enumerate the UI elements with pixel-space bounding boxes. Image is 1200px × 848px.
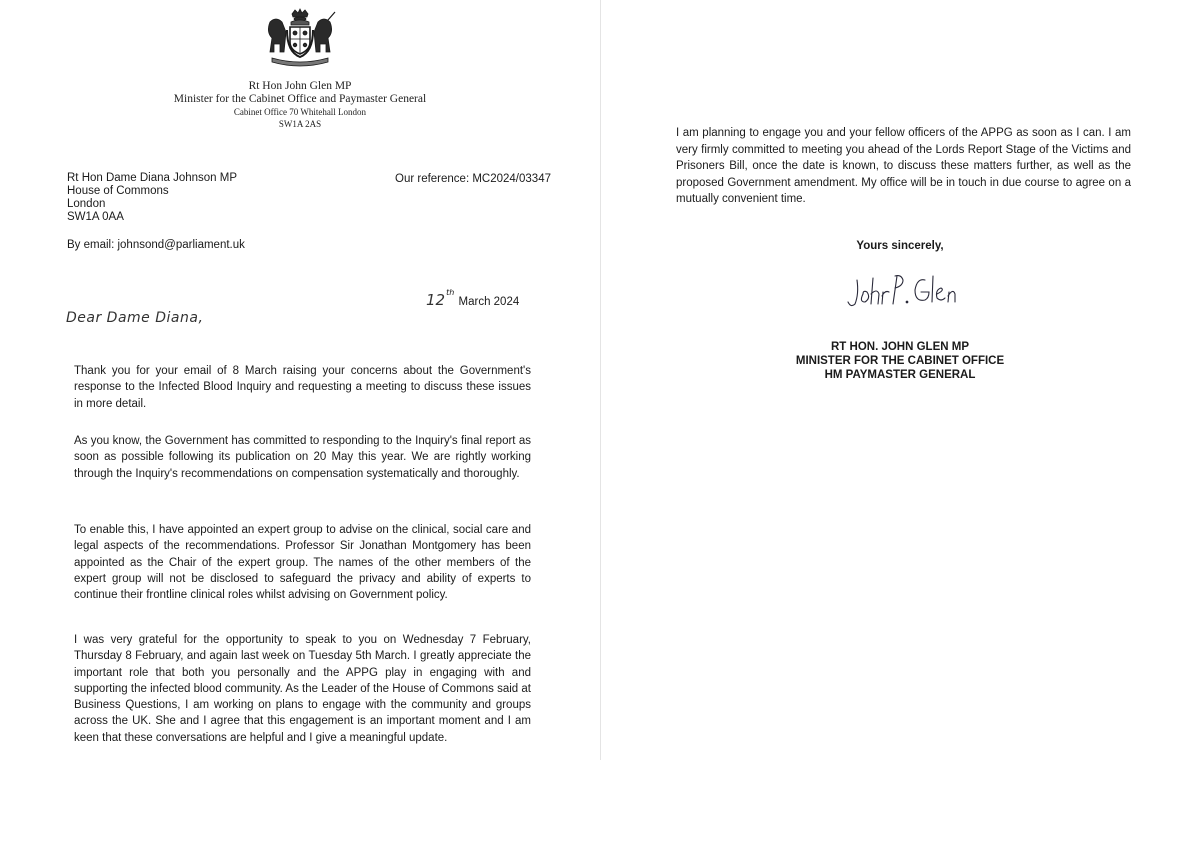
recipient-postcode: SW1A 0AA [67, 211, 124, 223]
closing: Yours sincerely, [856, 240, 944, 252]
body-paragraph-5: I am planning to engage you and your fellow officers of the APPG as soon as I can. I am very firmly committed to meeting you ahead of the Lords Report Stage of the Victims and Prisoners Bill, once the date is known, to discuss these matters further, as well as the proposed Government amendment. My office will be in touch in due course to agree on a mutually convenient time. [676, 127, 1131, 205]
signatory-name: RT HON. JOHN GLEN MP [830, 341, 969, 353]
recipient-org: House of Commons [67, 185, 169, 197]
reference-number: Our reference: MC2024/03347 [395, 173, 551, 185]
recipient-name: Rt Hon Dame Diana Johnson MP [67, 172, 238, 184]
body-paragraph-2: As you know, the Government has committed to responding to the Inquiry's final report as soon as possible following its publication on 20 May this year. We are rightly working through the Inquiry's recommendations on compensation systematically and thoroughly. [74, 435, 531, 480]
body-paragraph-3: To enable this, I have appointed an expert group to advise on the clinical, social care and legal aspects of the recommendations. Professor Sir Jonathan Montgomery has been appointed as the Chair of the expert group. The names of the other members of the expert group will not be disclosed to safeguard the privacy and ability of experts to continue their frontline clinical roles whilst advising on Government policy. [74, 524, 531, 602]
office-address: Cabinet Office 70 Whitehall London [233, 107, 367, 117]
letter-date [426, 288, 520, 309]
date-month-year: March 2024 [458, 296, 520, 308]
salutation: Dear Dame Diana, [66, 310, 204, 326]
royal-coat-of-arms-icon [262, 8, 338, 68]
signatory-title-2: HM PAYMASTER GENERAL [824, 369, 976, 381]
signature [845, 272, 960, 312]
body-paragraph-1: Thank you for your email of 8 March raising your concerns about the Government's response to the Infected Blood Inquiry and requesting a meeting to discuss these issues in more detail. [74, 365, 531, 410]
office-postcode: SW1A 2AS [278, 119, 322, 129]
minister-name: Rt Hon John Glen MP [248, 80, 352, 92]
signatory-title-1: MINISTER FOR THE CABINET OFFICE [795, 355, 1005, 367]
minister-title: Minister for the Cabinet Office and Paymaster General [173, 93, 427, 105]
date-suffix: th [446, 288, 455, 297]
body-paragraph-4: I was very grateful for the opportunity to speak to you on Wednesday 7 February, Thursday 8 February, and again last week on Tuesday 5th March. I greatly appreciate the important role that both you personally and the APPG play in engaging with and supporting the infected blood community. As the Leader of the House of Commons said at Business Questions, I am working on plans to engage with the community and groups across the UK. She and I agree that this engagement is an important moment and I am keen that these conversations are helpful and I give a meaningful update. [74, 634, 531, 744]
recipient-city: London [67, 198, 106, 210]
recipient-email: By email: johnsond@parliament.uk [67, 239, 245, 251]
date-day: 12 [426, 291, 446, 309]
